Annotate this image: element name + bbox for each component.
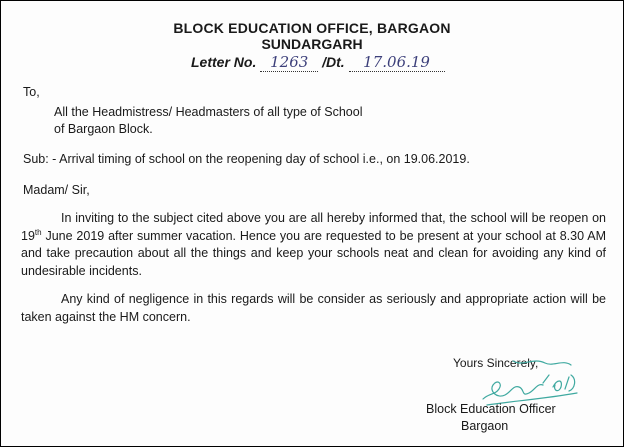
addressee-line-2: of Bargaon Block. xyxy=(54,122,153,136)
para1-text-b: June 2019 after summer vacation. Hence you are requested to be present at your school at 8.30 AM and take precaution about all the things and keep your schools neat and clean for avoiding any kind of undesirable incidents. xyxy=(21,228,606,278)
addressee-line-1: All the Headmistress/ Headmasters of all type of School xyxy=(54,105,363,119)
signature-stroke-main xyxy=(483,382,543,399)
salutation: Madam/ Sir, xyxy=(23,183,90,197)
office-name: BLOCK EDUCATION OFFICE, BARGAON xyxy=(173,20,451,36)
signature-date-stroke xyxy=(543,375,575,391)
subject-line: Sub: - Arrival timing of school on the reopening day of school i.e., on 19.06.2019. xyxy=(23,152,470,166)
letter-no-label: Letter No. xyxy=(191,54,257,70)
officer-place: Bargaon xyxy=(461,419,509,433)
para1-text-a: In inviting to the subject cited above you are all hereby informed that, the school will be reopen on 19 xyxy=(21,211,606,243)
letter-reference xyxy=(191,53,445,72)
date-label: /Dt. xyxy=(322,54,345,70)
signature-stroke-top xyxy=(513,361,571,365)
closing-yours-sincerely: Yours Sincerely, xyxy=(453,356,539,370)
officer-designation: Block Education Officer xyxy=(426,402,556,416)
letter-date-value: 17.06.19 xyxy=(349,53,445,72)
letter-no-value: 1263 xyxy=(260,53,318,72)
to-label: To, xyxy=(23,85,40,99)
body-paragraph-2: Any kind of negligence in this regards will be consider as seriously and appropriate action will be taken against the HM concern. xyxy=(21,292,606,324)
para1-superscript: th xyxy=(34,227,42,237)
body-paragraph-1 xyxy=(21,210,606,280)
office-district: SUNDARGARH xyxy=(261,36,363,52)
